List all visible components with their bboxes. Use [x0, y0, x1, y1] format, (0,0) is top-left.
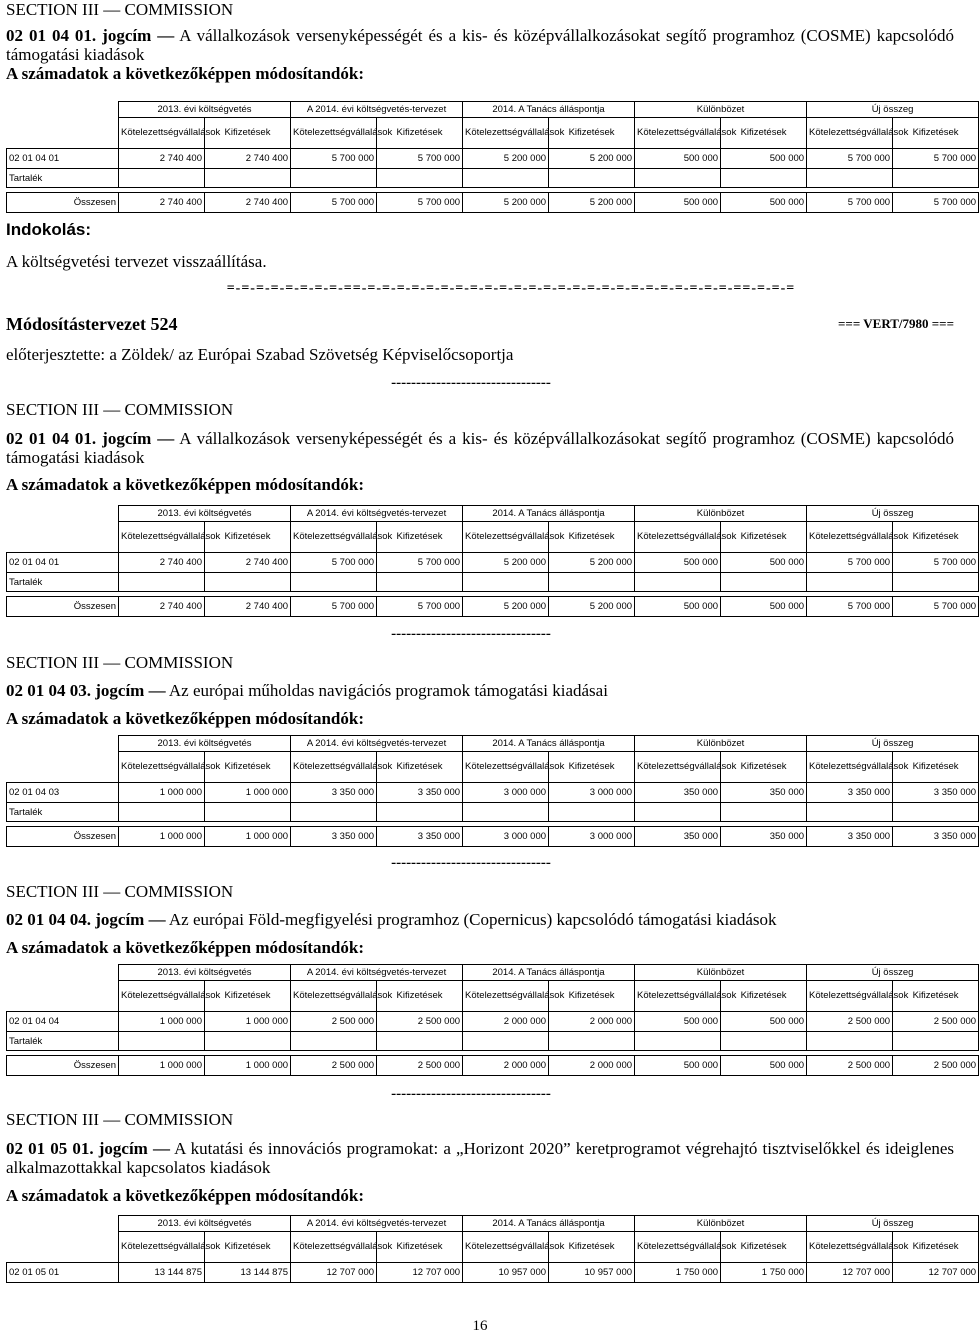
column-group-header: Különbözet: [635, 102, 807, 118]
total-cell: 2 740 400: [205, 193, 291, 213]
commitments-header: Kötelezettségvállalások: [119, 522, 205, 553]
value-cell: 2 500 000: [291, 1012, 377, 1032]
empty-cell: [119, 169, 205, 188]
empty-cell: [119, 573, 205, 592]
column-group-header: Új összeg: [807, 506, 979, 522]
commitments-header: Kötelezettségvállalások: [291, 118, 377, 149]
budget-table: [6, 505, 979, 617]
jogcim-heading: 02 01 04 01. jogcím — A vállalkozások versenyképességét és a kis- és középvállalkozásokat segítő programhoz (COSME) kapcsolódó támogatási kiadások: [6, 26, 955, 64]
column-group-header: 2014. A Tanács álláspontja: [463, 506, 635, 522]
value-cell: 2 740 400: [205, 553, 291, 573]
value-cell: 2 500 000: [377, 1012, 463, 1032]
total-cell: 2 740 400: [119, 193, 205, 213]
corner-cell: [7, 102, 119, 118]
total-cell: 350 000: [721, 827, 807, 847]
header-row-sub: [7, 118, 979, 149]
column-group-header: 2014. A Tanács álláspontja: [463, 736, 635, 752]
value-cell: 1 000 000: [119, 1012, 205, 1032]
value-cell: 5 700 000: [291, 553, 377, 573]
corner-cell: [7, 1232, 119, 1263]
value-cell: 12 707 000: [807, 1263, 893, 1283]
total-cell: 2 500 000: [893, 1056, 979, 1076]
justification-heading: Indokolás:: [6, 220, 92, 239]
column-group-header: Új összeg: [807, 102, 979, 118]
total-label: Összesen: [7, 1056, 119, 1076]
value-cell: 1 750 000: [721, 1263, 807, 1283]
column-group-header: 2013. évi költségvetés: [119, 506, 291, 522]
value-cell: 3 000 000: [549, 783, 635, 803]
reserve-row: [7, 803, 979, 822]
value-cell: 2 000 000: [463, 1012, 549, 1032]
empty-cell: [549, 803, 635, 822]
column-group-header: Különbözet: [635, 1216, 807, 1232]
value-cell: 12 707 000: [377, 1263, 463, 1283]
empty-cell: [463, 803, 549, 822]
corner-cell: [7, 981, 119, 1012]
payments-header: Kifizetések: [549, 118, 635, 149]
commitments-header: Kötelezettségvállalások: [635, 1232, 721, 1263]
table-row: [7, 149, 979, 169]
section-heading: SECTION III — COMMISSION: [6, 1110, 234, 1129]
empty-cell: [377, 1032, 463, 1051]
total-cell: 5 700 000: [893, 597, 979, 617]
column-group-header: Különbözet: [635, 736, 807, 752]
value-cell: 500 000: [635, 149, 721, 169]
value-cell: 13 144 875: [205, 1263, 291, 1283]
commitments-header: Kötelezettségvállalások: [291, 981, 377, 1012]
total-cell: 500 000: [721, 597, 807, 617]
total-cell: 500 000: [635, 1056, 721, 1076]
payments-header: Kifizetések: [721, 118, 807, 149]
payments-header: Kifizetések: [205, 752, 291, 783]
empty-cell: [635, 1032, 721, 1051]
value-cell: 2 740 400: [119, 149, 205, 169]
reserve-label: Tartalék: [7, 169, 119, 188]
empty-cell: [635, 573, 721, 592]
budget-table: [6, 1215, 979, 1283]
total-cell: 500 000: [635, 597, 721, 617]
empty-cell: [291, 1032, 377, 1051]
value-cell: 500 000: [635, 553, 721, 573]
column-group-header: Különbözet: [635, 506, 807, 522]
commitments-header: Kötelezettségvállalások: [807, 118, 893, 149]
column-group-header: A 2014. évi költségvetés-tervezet: [291, 1216, 463, 1232]
empty-cell: [635, 803, 721, 822]
payments-header: Kifizetések: [893, 1232, 979, 1263]
total-cell: 5 200 000: [463, 193, 549, 213]
value-cell: 500 000: [635, 1012, 721, 1032]
total-cell: 5 700 000: [377, 597, 463, 617]
tabled-by: előterjesztette: a Zöldek/ az Európai Szabad Szövetség Képviselőcsoportja: [6, 345, 514, 364]
value-cell: 500 000: [721, 149, 807, 169]
value-cell: 12 707 000: [291, 1263, 377, 1283]
commitments-header: Kötelezettségvállalások: [463, 752, 549, 783]
corner-cell: [7, 506, 119, 522]
commitments-header: Kötelezettségvállalások: [463, 1232, 549, 1263]
empty-cell: [463, 169, 549, 188]
value-cell: 5 700 000: [807, 149, 893, 169]
column-group-header: 2014. A Tanács álláspontja: [463, 965, 635, 981]
total-cell: 2 740 400: [205, 597, 291, 617]
empty-cell: [291, 573, 377, 592]
column-group-header: 2013. évi költségvetés: [119, 965, 291, 981]
modify-instruction: A számadatok a következőképpen módosítandók:: [6, 709, 364, 728]
reserve-row: [7, 169, 979, 188]
commitments-header: Kötelezettségvállalások: [463, 118, 549, 149]
commitments-header: Kötelezettségvállalások: [291, 1232, 377, 1263]
separator: --------------------------------: [391, 1086, 551, 1102]
empty-cell: [893, 169, 979, 188]
header-row-sub: [7, 1232, 979, 1263]
budget-table-2: [6, 505, 977, 617]
column-group-header: A 2014. évi költségvetés-tervezet: [291, 965, 463, 981]
table-row: [7, 553, 979, 573]
table-row: [7, 1012, 979, 1032]
total-cell: 1 000 000: [119, 827, 205, 847]
commitments-header: Kötelezettségvállalások: [807, 981, 893, 1012]
empty-cell: [549, 1032, 635, 1051]
value-cell: 3 350 000: [807, 783, 893, 803]
payments-header: Kifizetések: [377, 981, 463, 1012]
total-cell: 2 000 000: [549, 1056, 635, 1076]
total-cell: 2 500 000: [377, 1056, 463, 1076]
column-group-header: 2013. évi költségvetés: [119, 736, 291, 752]
empty-cell: [893, 1032, 979, 1051]
reserve-label: Tartalék: [7, 1032, 119, 1051]
payments-header: Kifizetések: [721, 522, 807, 553]
jogcim-heading: 02 01 04 04. jogcím — Az európai Föld-megfigyelési programhoz (Copernicus) kapcsolódó támogatási kiadások: [6, 910, 777, 929]
column-group-header: A 2014. évi költségvetés-tervezet: [291, 102, 463, 118]
jogcim-heading: 02 01 04 03. jogcím — Az európai műholdas navigációs programok támogatási kiadásai: [6, 681, 608, 700]
value-cell: 500 000: [721, 553, 807, 573]
row-code: 02 01 04 01: [7, 149, 119, 169]
empty-cell: [893, 803, 979, 822]
total-cell: 5 700 000: [377, 193, 463, 213]
corner-cell: [7, 522, 119, 553]
value-cell: 3 350 000: [291, 783, 377, 803]
header-row-groups: [7, 736, 979, 752]
corner-cell: [7, 736, 119, 752]
total-cell: 3 350 000: [377, 827, 463, 847]
corner-cell: [7, 965, 119, 981]
separator: --------------------------------: [391, 855, 551, 871]
column-group-header: Különbözet: [635, 965, 807, 981]
empty-cell: [721, 1032, 807, 1051]
header-row-groups: [7, 506, 979, 522]
total-cell: 1 000 000: [205, 1056, 291, 1076]
value-cell: 2 500 000: [807, 1012, 893, 1032]
separator: --------------------------------: [391, 626, 551, 642]
value-cell: 350 000: [635, 783, 721, 803]
value-cell: 5 700 000: [893, 149, 979, 169]
payments-header: Kifizetések: [377, 118, 463, 149]
header-row-sub: [7, 752, 979, 783]
reserve-row: [7, 1032, 979, 1051]
justification-text: A költségvetési tervezet visszaállítása.: [6, 252, 267, 271]
empty-cell: [549, 573, 635, 592]
empty-cell: [807, 803, 893, 822]
table-row: [7, 783, 979, 803]
value-cell: 5 700 000: [377, 553, 463, 573]
value-cell: 350 000: [721, 783, 807, 803]
total-cell: 5 200 000: [549, 193, 635, 213]
total-cell: 3 000 000: [463, 827, 549, 847]
total-cell: 2 000 000: [463, 1056, 549, 1076]
column-group-header: 2013. évi költségvetés: [119, 102, 291, 118]
payments-header: Kifizetések: [893, 752, 979, 783]
commitments-header: Kötelezettségvállalások: [635, 981, 721, 1012]
value-cell: 1 000 000: [205, 1012, 291, 1032]
total-cell: 1 000 000: [205, 827, 291, 847]
value-cell: 5 200 000: [463, 149, 549, 169]
total-cell: 5 700 000: [807, 193, 893, 213]
empty-cell: [549, 169, 635, 188]
value-cell: 500 000: [721, 1012, 807, 1032]
value-cell: 1 000 000: [119, 783, 205, 803]
budget-table: [6, 964, 979, 1076]
total-cell: 5 700 000: [807, 597, 893, 617]
value-cell: 2 500 000: [893, 1012, 979, 1032]
empty-cell: [377, 169, 463, 188]
empty-cell: [807, 1032, 893, 1051]
value-cell: 5 700 000: [807, 553, 893, 573]
value-cell: 5 200 000: [463, 553, 549, 573]
empty-cell: [463, 573, 549, 592]
empty-cell: [119, 803, 205, 822]
empty-cell: [807, 573, 893, 592]
column-group-header: 2014. A Tanács álláspontja: [463, 102, 635, 118]
empty-cell: [291, 169, 377, 188]
empty-cell: [205, 573, 291, 592]
empty-cell: [721, 573, 807, 592]
commitments-header: Kötelezettségvállalások: [291, 752, 377, 783]
empty-cell: [205, 169, 291, 188]
amendment-title: Módosítástervezet 524: [6, 314, 178, 334]
total-label: Összesen: [7, 827, 119, 847]
empty-cell: [721, 169, 807, 188]
total-label: Összesen: [7, 597, 119, 617]
value-cell: 2 740 400: [119, 553, 205, 573]
value-cell: 2 740 400: [205, 149, 291, 169]
value-cell: 5 200 000: [549, 149, 635, 169]
value-cell: 5 700 000: [377, 149, 463, 169]
value-cell: 10 957 000: [549, 1263, 635, 1283]
total-cell: 5 700 000: [291, 193, 377, 213]
row-code: 02 01 04 03: [7, 783, 119, 803]
total-cell: 5 700 000: [893, 193, 979, 213]
total-cell: 5 200 000: [463, 597, 549, 617]
header-row-sub: [7, 522, 979, 553]
commitments-header: Kötelezettségvállalások: [807, 752, 893, 783]
commitments-header: Kötelezettségvállalások: [635, 522, 721, 553]
budget-table: [6, 735, 979, 847]
total-row: [7, 827, 979, 847]
jogcim-heading: 02 01 04 01. jogcím — A vállalkozások versenyképességét és a kis- és középvállalkozásokat segítő programhoz (COSME) kapcsolódó támogatási kiadások: [6, 429, 955, 467]
value-cell: 5 200 000: [549, 553, 635, 573]
section-heading: SECTION III — COMMISSION: [6, 653, 234, 672]
column-group-header: 2013. évi költségvetés: [119, 1216, 291, 1232]
separator-long: =-=-=-=-=-=-=-=-==-=-=-=-=-=-=-=-=-=-=-=-=-=-=-=-=-=-=-=-=-=-=-=-=-=-==-=-=-=: [226, 281, 796, 296]
value-cell: 13 144 875: [119, 1263, 205, 1283]
value-cell: 3 350 000: [377, 783, 463, 803]
payments-header: Kifizetések: [205, 522, 291, 553]
total-cell: 2 500 000: [807, 1056, 893, 1076]
value-cell: 5 700 000: [291, 149, 377, 169]
modify-instruction: A számadatok a következőképpen módosítandók:: [6, 938, 364, 957]
total-cell: 3 350 000: [291, 827, 377, 847]
column-group-header: Új összeg: [807, 965, 979, 981]
total-row: [7, 193, 979, 213]
commitments-header: Kötelezettségvállalások: [463, 981, 549, 1012]
empty-cell: [205, 803, 291, 822]
modify-instruction: A számadatok a következőképpen módosítandók:: [6, 1186, 364, 1205]
corner-cell: [7, 1216, 119, 1232]
payments-header: Kifizetések: [549, 981, 635, 1012]
payments-header: Kifizetések: [377, 1232, 463, 1263]
commitments-header: Kötelezettségvállalások: [807, 1232, 893, 1263]
payments-header: Kifizetések: [205, 1232, 291, 1263]
total-cell: 500 000: [721, 1056, 807, 1076]
amendment-ref: === VERT/7980 ===: [838, 316, 954, 331]
total-cell: 2 500 000: [291, 1056, 377, 1076]
header-row-sub: [7, 981, 979, 1012]
budget-table-4: [6, 964, 977, 1076]
payments-header: Kifizetések: [549, 522, 635, 553]
value-cell: 5 700 000: [893, 553, 979, 573]
payments-header: Kifizetések: [377, 522, 463, 553]
total-row: [7, 597, 979, 617]
row-code: 02 01 05 01: [7, 1263, 119, 1283]
total-cell: 3 350 000: [807, 827, 893, 847]
commitments-header: Kötelezettségvállalások: [635, 118, 721, 149]
total-cell: 1 000 000: [119, 1056, 205, 1076]
reserve-row: [7, 573, 979, 592]
value-cell: 3 350 000: [893, 783, 979, 803]
total-cell: 3 000 000: [549, 827, 635, 847]
payments-header: Kifizetések: [205, 118, 291, 149]
row-code: 02 01 04 01: [7, 553, 119, 573]
empty-cell: [119, 1032, 205, 1051]
section-heading: SECTION III — COMMISSION: [6, 400, 234, 419]
total-cell: 350 000: [635, 827, 721, 847]
column-group-header: Új összeg: [807, 1216, 979, 1232]
payments-header: Kifizetések: [721, 1232, 807, 1263]
header-row-groups: [7, 1216, 979, 1232]
total-cell: 2 740 400: [119, 597, 205, 617]
reserve-label: Tartalék: [7, 803, 119, 822]
value-cell: 12 707 000: [893, 1263, 979, 1283]
corner-cell: [7, 752, 119, 783]
total-cell: 3 350 000: [893, 827, 979, 847]
section-heading: SECTION III — COMMISSION: [6, 0, 234, 19]
total-cell: 5 200 000: [549, 597, 635, 617]
empty-cell: [291, 803, 377, 822]
total-cell: 500 000: [721, 193, 807, 213]
budget-table-5: [6, 1215, 977, 1283]
section-heading: SECTION III — COMMISSION: [6, 882, 234, 901]
total-cell: 500 000: [635, 193, 721, 213]
payments-header: Kifizetések: [549, 1232, 635, 1263]
empty-cell: [721, 803, 807, 822]
commitments-header: Kötelezettségvállalások: [291, 522, 377, 553]
reserve-label: Tartalék: [7, 573, 119, 592]
total-label: Összesen: [7, 193, 119, 213]
empty-cell: [377, 803, 463, 822]
empty-cell: [463, 1032, 549, 1051]
total-cell: 5 700 000: [291, 597, 377, 617]
header-row-groups: [7, 102, 979, 118]
commitments-header: Kötelezettségvállalások: [119, 1232, 205, 1263]
total-row: [7, 1056, 979, 1076]
empty-cell: [893, 573, 979, 592]
budget-table: [6, 101, 979, 213]
modify-instruction: A számadatok a következőképpen módosítandók:: [6, 64, 364, 83]
column-group-header: A 2014. évi költségvetés-tervezet: [291, 506, 463, 522]
empty-cell: [205, 1032, 291, 1051]
header-row-groups: [7, 965, 979, 981]
separator: --------------------------------: [391, 375, 551, 391]
column-group-header: 2014. A Tanács álláspontja: [463, 1216, 635, 1232]
commitments-header: Kötelezettségvállalások: [807, 522, 893, 553]
value-cell: 2 000 000: [549, 1012, 635, 1032]
payments-header: Kifizetések: [549, 752, 635, 783]
budget-table-1: [6, 101, 977, 213]
value-cell: 1 750 000: [635, 1263, 721, 1283]
modify-instruction: A számadatok a következőképpen módosítandók:: [6, 475, 364, 494]
commitments-header: Kötelezettségvállalások: [119, 981, 205, 1012]
commitments-header: Kötelezettségvállalások: [463, 522, 549, 553]
page-number: 16: [472, 1318, 488, 1334]
empty-cell: [635, 169, 721, 188]
jogcim-heading: 02 01 05 01. jogcím — A kutatási és innovációs programokat: a „Horizont 2020” keretprogramot végrehajtó tisztviselőkkel és ideiglenes alkalmazottakkal kapcsolatos kiadások: [6, 1139, 955, 1177]
payments-header: Kifizetések: [893, 981, 979, 1012]
payments-header: Kifizetések: [721, 752, 807, 783]
payments-header: Kifizetések: [721, 981, 807, 1012]
corner-cell: [7, 118, 119, 149]
column-group-header: Új összeg: [807, 736, 979, 752]
payments-header: Kifizetések: [893, 522, 979, 553]
empty-cell: [377, 573, 463, 592]
column-group-header: A 2014. évi költségvetés-tervezet: [291, 736, 463, 752]
payments-header: Kifizetések: [205, 981, 291, 1012]
budget-table-3: [6, 735, 977, 847]
commitments-header: Kötelezettségvállalások: [119, 118, 205, 149]
commitments-header: Kötelezettségvállalások: [119, 752, 205, 783]
payments-header: Kifizetések: [893, 118, 979, 149]
value-cell: 10 957 000: [463, 1263, 549, 1283]
commitments-header: Kötelezettségvállalások: [635, 752, 721, 783]
payments-header: Kifizetések: [377, 752, 463, 783]
empty-cell: [807, 169, 893, 188]
row-code: 02 01 04 04: [7, 1012, 119, 1032]
value-cell: 3 000 000: [463, 783, 549, 803]
table-row: [7, 1263, 979, 1283]
value-cell: 1 000 000: [205, 783, 291, 803]
